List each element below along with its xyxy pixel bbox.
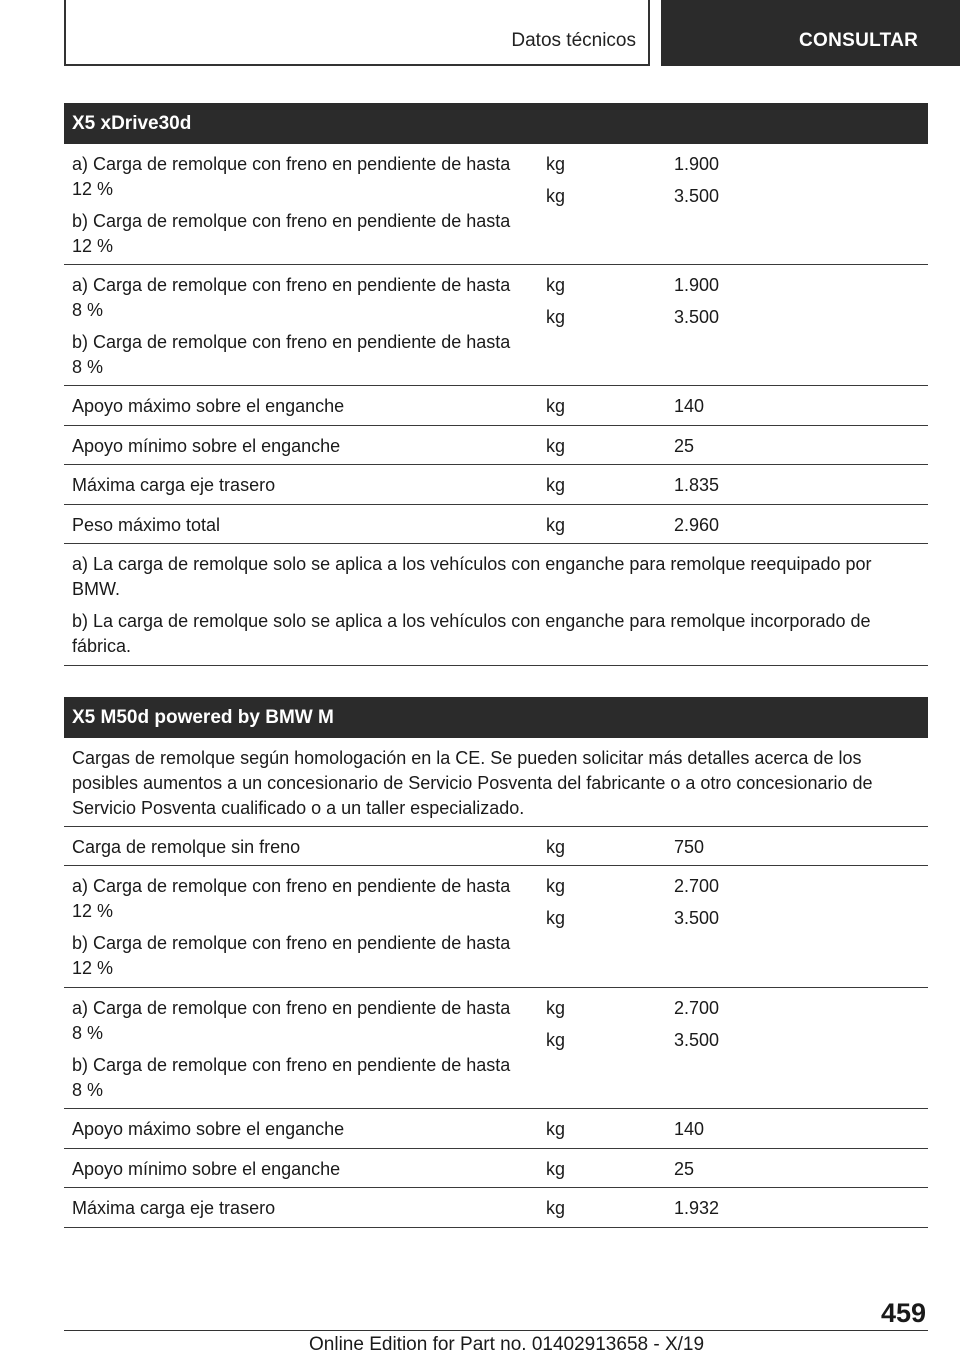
table-row: [64, 827, 928, 866]
row-label: a) Carga de remolque con freno en pendiente de hasta 12 % b) Carga de remolque con freno en pendiente de hasta 12 %: [72, 154, 511, 256]
row-label: a) Carga de remolque con freno en pendiente de hasta 8 % b) Carga de remolque con freno en pendiente de hasta 8 %: [72, 275, 511, 377]
row-value: 2.700 3.500: [674, 998, 720, 1050]
footnote-b: b) La carga de remolque solo se aplica a los vehículos con enganche para remolque incorporado de fábrica.: [72, 611, 871, 656]
section-intro: [64, 738, 928, 827]
footnotes: [64, 544, 928, 666]
row-label: Peso máximo total: [72, 515, 221, 535]
intro-text: Cargas de remolque según homologación en la CE. Se pueden solicitar más detalles acerca de los posibles aumentos a un concesionario de Servicio Posventa del fabricante o a otro concesionario de Servicio Posventa cualificado o a un taller especializado.: [72, 748, 873, 818]
row-label: Apoyo mínimo sobre el enganche: [72, 436, 341, 456]
table-row: [64, 465, 928, 505]
row-label: Apoyo máximo sobre el enganche: [72, 396, 345, 416]
table-row: [64, 1188, 928, 1228]
table-row: [64, 866, 928, 988]
header-tab[interactable]: [661, 0, 960, 66]
table-row: [64, 426, 928, 465]
row-value: 1.932: [674, 1198, 720, 1218]
row-value: 750: [674, 837, 705, 857]
table-row: [64, 144, 928, 265]
section-x5-m50d: [64, 697, 928, 1228]
row-value: 25: [674, 436, 695, 456]
section-title: X5 xDrive30d: [64, 103, 928, 144]
section-title: X5 M50d powered by BMW M: [64, 697, 928, 738]
page-number: 459: [880, 1298, 926, 1328]
row-unit: kg: [546, 837, 566, 857]
row-value: 1.900 3.500: [674, 154, 720, 206]
footer-edition: Online Edition for Part no. 01402913658 - X/19: [309, 1334, 705, 1355]
table-row: [64, 505, 928, 544]
row-unit: kg: [546, 475, 566, 495]
row-value: 2.700 3.500: [674, 876, 720, 928]
row-unit: kg: [546, 396, 566, 416]
row-value: 2.960: [674, 515, 720, 535]
row-label: Carga de remolque sin freno: [72, 837, 301, 857]
table-row: [64, 1109, 928, 1149]
row-value: 25: [674, 1159, 695, 1179]
table-row: [64, 1149, 928, 1188]
row-value: 140: [674, 1119, 705, 1139]
footnote-a: a) La carga de remolque solo se aplica a los vehículos con enganche para remolque reequipado por BMW.: [72, 554, 872, 599]
row-unit: kg: [546, 515, 566, 535]
row-label: Apoyo mínimo sobre el enganche: [72, 1159, 341, 1179]
row-unit: kg kg: [546, 998, 566, 1050]
row-value: 1.900 3.500: [674, 275, 720, 327]
row-unit: kg: [546, 1198, 566, 1218]
row-label: Máxima carga eje trasero: [72, 1198, 276, 1218]
row-label: a) Carga de remolque con freno en pendiente de hasta 12 % b) Carga de remolque con freno en pendiente de hasta 12 %: [72, 876, 511, 978]
header-tab-label: CONSULTAR: [799, 30, 919, 51]
header-section-title: Datos técnicos: [511, 30, 636, 51]
row-unit: kg kg: [546, 275, 566, 327]
footer-divider: [64, 1330, 928, 1331]
table-row: [64, 265, 928, 386]
row-unit: kg kg: [546, 876, 566, 928]
row-value: 1.835: [674, 475, 720, 495]
row-value: 140: [674, 396, 705, 416]
row-label: Apoyo máximo sobre el enganche: [72, 1119, 345, 1139]
row-unit: kg: [546, 1119, 566, 1139]
table-row: [64, 386, 928, 426]
row-unit: kg: [546, 436, 566, 456]
table-row: [64, 988, 928, 1109]
row-label: a) Carga de remolque con freno en pendiente de hasta 8 % b) Carga de remolque con freno en pendiente de hasta 8 %: [72, 998, 511, 1100]
header-section-box: [64, 0, 650, 66]
section-x5-xdrive30d: [64, 103, 928, 666]
row-unit: kg: [546, 1159, 566, 1179]
row-label: Máxima carga eje trasero: [72, 475, 276, 495]
row-unit: kg kg: [546, 154, 566, 206]
